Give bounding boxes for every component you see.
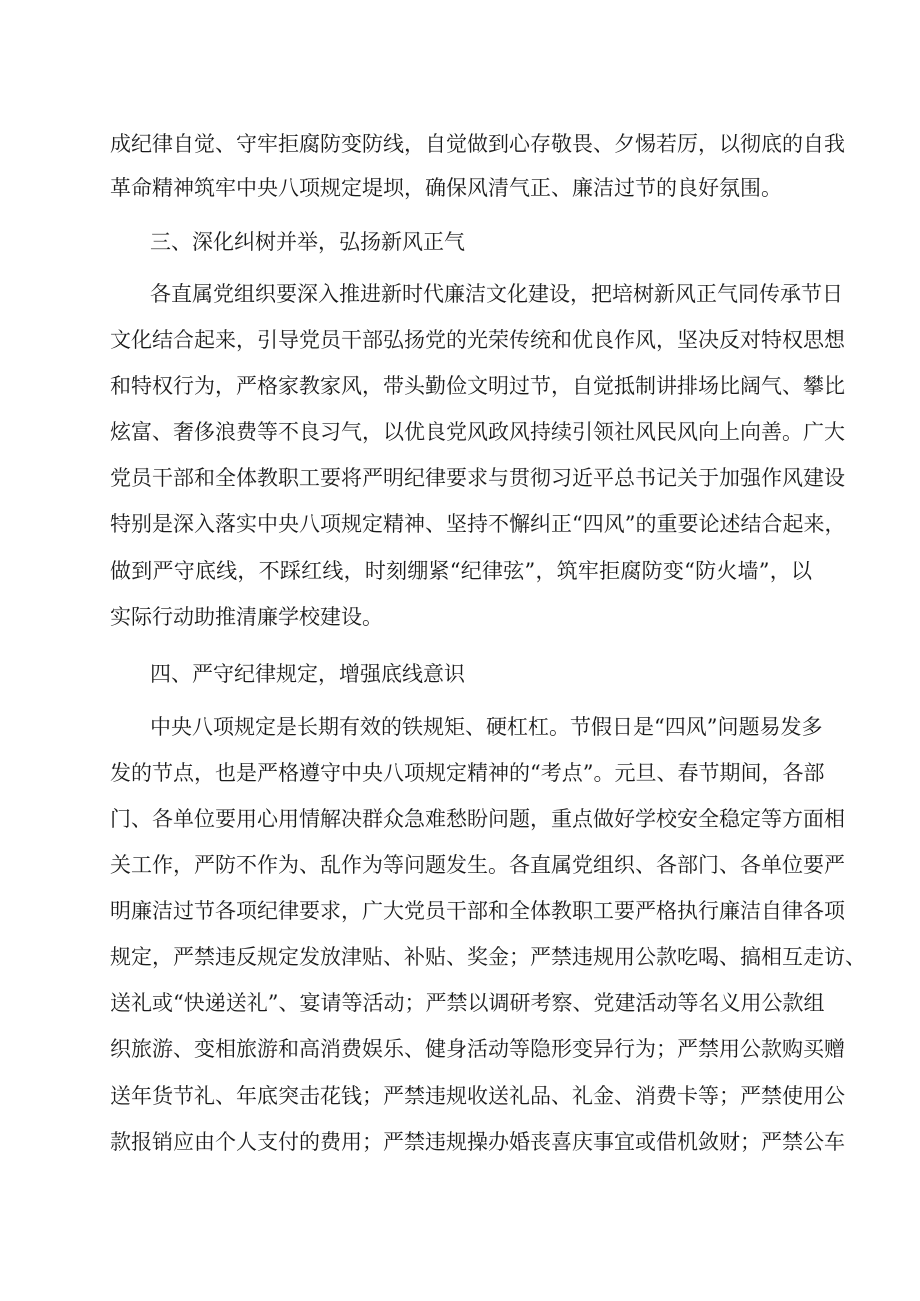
text-line: 送年货节礼、年底突击花钱；严禁违规收送礼品、礼金、消费卡等；严禁使用公: [110, 1084, 845, 1108]
text-line: 革命精神筑牢中央八项规定堤坝，确保风清气正、廉洁过节的良好氛围。: [110, 176, 782, 200]
text-line: 文化结合起来，引导党员干部弘扬党的光荣传统和优良作风，坚决反对特权思想: [110, 328, 845, 352]
text-line: 送礼或“快递送礼”、宴请等活动；严禁以调研考察、党建活动等名义用公款组: [110, 991, 825, 1015]
text-line: 炫富、奢侈浪费等不良习气，以优良党风政风持续引领社风民风向上向善。广大: [110, 420, 845, 444]
text-line: 各直属党组织要深入推进新时代廉洁文化建设，把培树新风正气同传承节日: [150, 282, 843, 306]
text-line: 中央八项规定是长期有效的铁规矩、硬杠杠。节假日是“四风”问题易发多: [150, 715, 823, 739]
text-line: 织旅游、变相旅游和高消费娱乐、健身活动等隐形变异行为；严禁用公款购买赠: [110, 1037, 845, 1061]
text-line: 做到严守底线，不踩红线，时刻绷紧“纪律弦”，筑牢拒腐防变“防火墙”，以: [110, 559, 812, 583]
text-line: 成纪律自觉、守牢拒腐防变防线，自觉做到心存敬畏、夕惕若厉，以彻底的自我: [110, 132, 845, 156]
text-line: 关工作，严防不作为、乱作为等问题发生。各直属党组织、各部门、各单位要严: [110, 853, 845, 877]
text-line: 明廉洁过节各项纪律要求，广大党员干部和全体教职工要严格执行廉洁自律各项: [110, 899, 845, 923]
text-line: 门、各单位要用心用情解决群众急难愁盼问题，重点做好学校安全稳定等方面相: [110, 807, 845, 831]
text-line: 实际行动助推清廉学校建设。: [110, 605, 383, 629]
section-heading: 四、严守纪律规定，增强底线意识: [150, 662, 465, 686]
text-line: 特别是深入落实中央八项规定精神、坚持不懈纠正“四风”的重要论述结合起来，: [110, 512, 846, 536]
text-line: 党员干部和全体教职工要将严明纪律要求与贯彻习近平总书记关于加强作风建设: [110, 466, 845, 490]
section-heading: 三、深化纠树并举，弘扬新风正气: [150, 230, 465, 254]
text-line: 款报销应由个人支付的费用；严禁违规操办婚丧喜庆事宜或借机敛财；严禁公车: [110, 1130, 845, 1154]
text-line: 发的节点，也是严格遵守中央八项规定精神的“考点”。元旦、春节期间，各部: [110, 761, 825, 785]
text-line: 和特权行为，严格家教家风，带头勤俭文明过节，自觉抵制讲排场比阔气、攀比: [110, 374, 845, 398]
text-line: 规定，严禁违反规定发放津贴、补贴、奖金；严禁违规用公款吃喝、搞相互走访、: [110, 945, 866, 969]
